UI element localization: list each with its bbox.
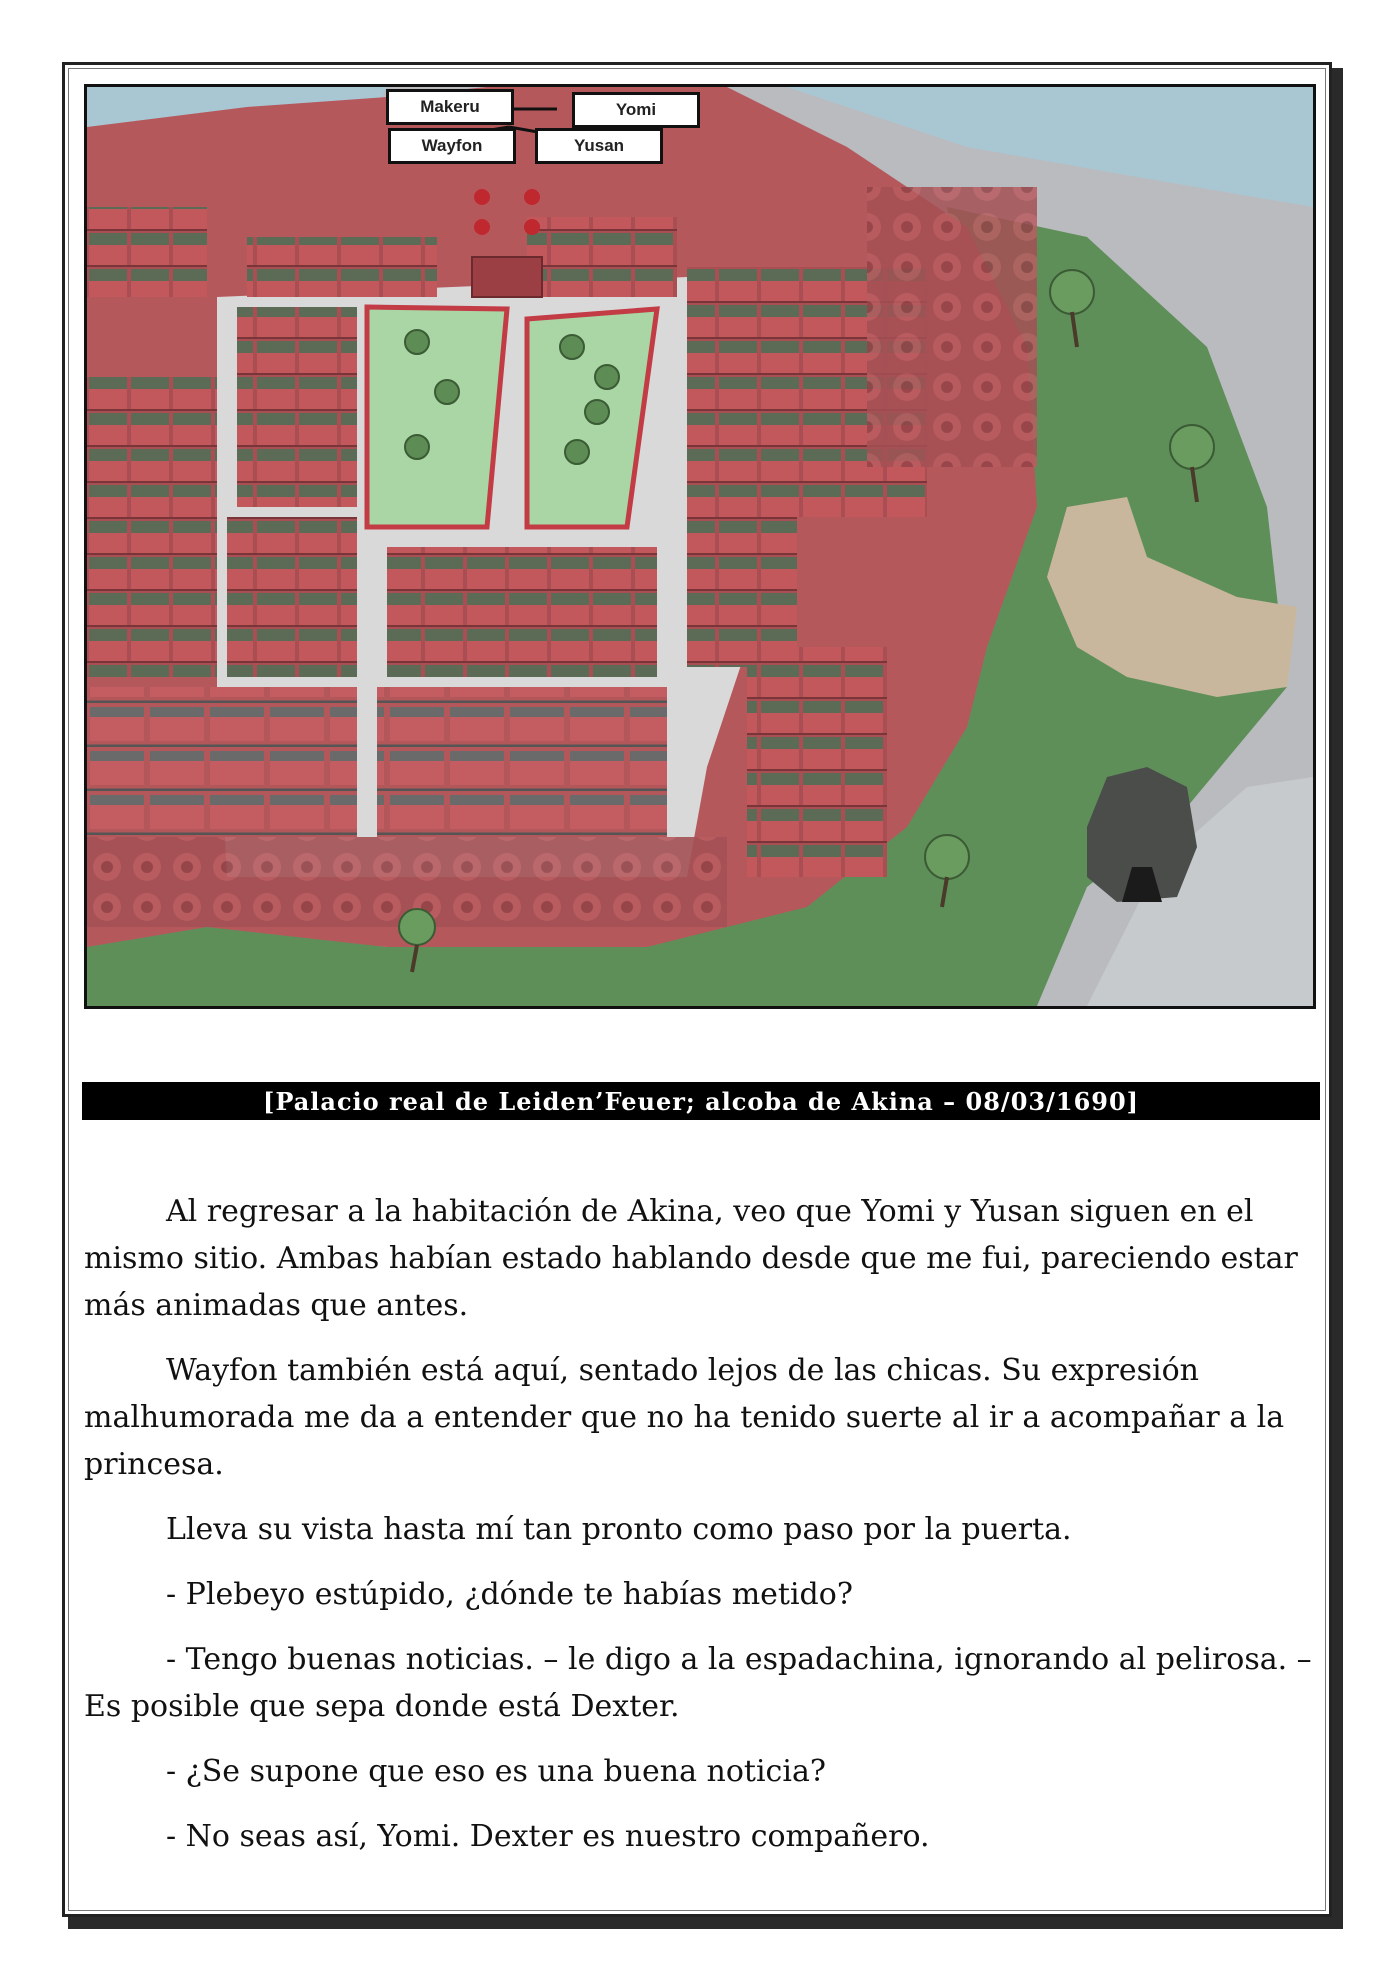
paragraph: - ¿Se supone que eso es una buena noticia? — [166, 1754, 826, 1789]
map-label-makeru: Makeru — [386, 89, 514, 125]
paragraph: - No seas así, Yomi. Dexter es nuestro compañero. — [166, 1819, 930, 1854]
town-map-illustration — [87, 87, 1313, 1006]
map-label-wayfon: Wayfon — [388, 128, 516, 164]
scene-caption: [Palacio real de Leiden’Feuer; alcoba de Akina – 08/03/1690] — [82, 1082, 1320, 1120]
paragraph: Wayfon también está aquí, sentado lejos de las chicas. Su expresión malhumorada me da a entender que no ha tenido suerte al ir a acompañar a la princesa. — [84, 1353, 1285, 1482]
paragraph: - Tengo buenas noticias. – le digo a la espadachina, ignorando al pelirosa. – Es posible que sepa donde está Dexter. — [84, 1642, 1312, 1724]
town-map — [84, 84, 1316, 1009]
map-label-yomi: Yomi — [572, 92, 700, 128]
paragraph: Al regresar a la habitación de Akina, veo que Yomi y Yusan siguen en el mismo sitio. Ambas habían estado hablando desde que me fui, pareciendo estar más animadas que antes. — [84, 1194, 1298, 1323]
map-label-yusan: Yusan — [535, 128, 663, 164]
paragraph: - Plebeyo estúpido, ¿dónde te habías metido? — [166, 1577, 853, 1612]
paragraph: Lleva su vista hasta mí tan pronto como paso por la puerta. — [166, 1512, 1072, 1547]
story-text — [84, 1188, 1320, 1878]
